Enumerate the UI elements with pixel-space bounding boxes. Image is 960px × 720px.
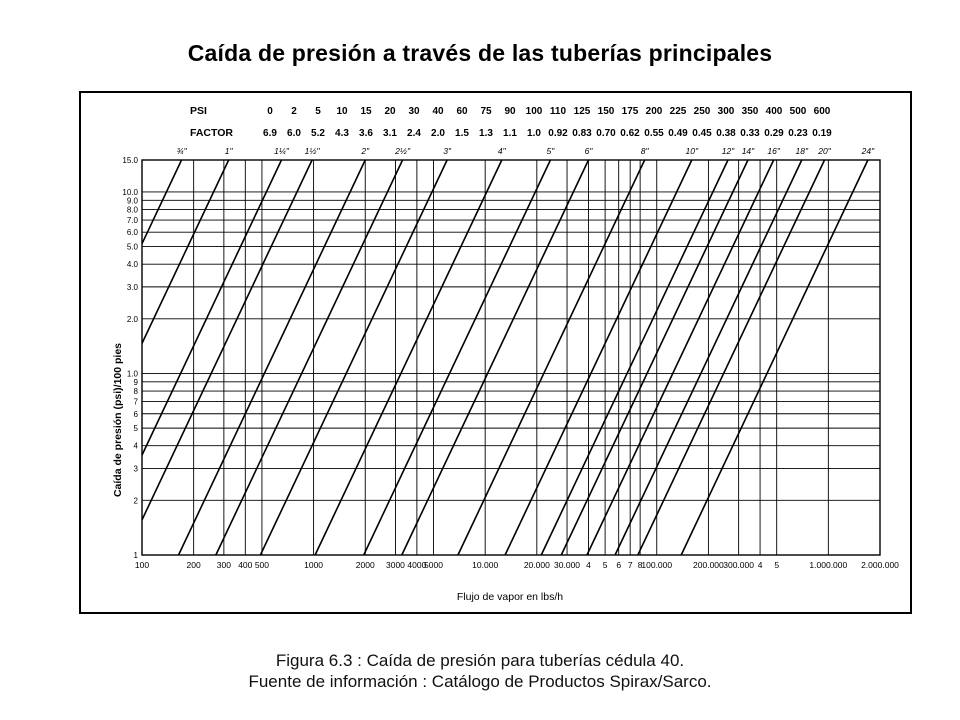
x-tick-label: 7 xyxy=(627,560,633,570)
y-axis-title: Caída de presión (psi)/100 pies xyxy=(112,342,124,498)
y-tick-label: 8.0 xyxy=(126,205,138,215)
psi-value: 90 xyxy=(504,106,516,117)
psi-value: 20 xyxy=(384,106,396,117)
pipe-size-label: 2" xyxy=(361,146,370,156)
x-tick-label: 300 xyxy=(216,560,231,570)
pipe-size-label: 20" xyxy=(818,146,831,156)
psi-value: 225 xyxy=(669,106,687,117)
y-tick-label: 6 xyxy=(133,409,138,419)
factor-header-label: FACTOR xyxy=(190,127,233,139)
x-tick-label: 1000 xyxy=(304,560,324,570)
y-tick-label: 6.0 xyxy=(126,228,138,238)
psi-header-label: PSI xyxy=(190,105,207,117)
factor-value: 0.62 xyxy=(620,128,640,139)
factor-value: 3.1 xyxy=(383,128,397,139)
x-tick-label: 10.000 xyxy=(472,560,499,570)
x-tick-label: 8 xyxy=(637,560,643,570)
x-tick-label: 200.000 xyxy=(693,560,724,570)
x-tick-label: 2000 xyxy=(355,560,375,570)
y-tick-label: 8 xyxy=(133,387,138,397)
psi-value: 200 xyxy=(645,106,663,117)
psi-value: 125 xyxy=(573,106,591,117)
pipe-size-label: 4" xyxy=(497,146,506,156)
psi-value: 2 xyxy=(291,106,297,117)
y-tick-label: 5.0 xyxy=(126,242,138,252)
factor-value: 1.1 xyxy=(503,128,517,139)
psi-value: 40 xyxy=(432,106,444,117)
factor-value: 0.45 xyxy=(692,128,712,139)
factor-value: 0.92 xyxy=(548,128,568,139)
x-tick-label: 4000 xyxy=(407,560,427,570)
factor-value: 0.33 xyxy=(740,128,760,139)
psi-value: 30 xyxy=(408,106,420,117)
y-tick-label: 7.0 xyxy=(126,216,138,226)
caption-line-1: Figura 6.3 : Caída de presión para tuberías cédula 40. xyxy=(275,651,685,670)
x-axis-title: Flujo de vapor en lbs/h xyxy=(456,591,564,603)
y-tick-label: 4 xyxy=(133,441,138,451)
figure-caption xyxy=(150,650,810,692)
y-tick-label: 3.0 xyxy=(126,282,138,292)
psi-value: 5 xyxy=(315,106,321,117)
x-tick-label: 3000 xyxy=(385,560,405,570)
psi-value: 75 xyxy=(480,106,492,117)
x-tick-label: 5000 xyxy=(424,560,443,570)
psi-value: 250 xyxy=(693,106,711,117)
x-tick-label: 4 xyxy=(586,560,591,570)
pipe-size-label: 18" xyxy=(795,146,809,156)
x-tick-label: 100 xyxy=(134,560,150,570)
psi-value: 10 xyxy=(336,106,348,117)
factor-value: 0.55 xyxy=(644,128,664,139)
x-tick-label: 500 xyxy=(254,560,270,570)
pipe-size-label: 24" xyxy=(861,146,875,156)
factor-value: 0.38 xyxy=(716,128,736,139)
y-tick-label: 3 xyxy=(133,464,138,474)
factor-value: 0.19 xyxy=(812,128,832,139)
y-tick-label: 2 xyxy=(133,496,138,506)
y-tick-label: 1 xyxy=(133,551,138,560)
slide-title: Caída de presión a través de las tuberías principales xyxy=(187,40,773,66)
psi-value: 400 xyxy=(765,106,783,117)
factor-value: 6.0 xyxy=(287,128,301,139)
y-tick-label: 9.0 xyxy=(126,196,138,206)
y-tick-label: 7 xyxy=(133,397,138,407)
psi-value: 60 xyxy=(456,106,468,117)
x-tick-label: 20.000 xyxy=(523,560,550,570)
chart-frame xyxy=(80,92,911,613)
y-tick-label: 5 xyxy=(133,424,138,434)
factor-value: 0.29 xyxy=(764,128,784,139)
caption-line-2: Fuente de información : Catálogo de Productos Spirax/Sarco. xyxy=(248,672,712,691)
factor-value: 4.3 xyxy=(335,128,349,139)
x-tick-label: 1.000.000 xyxy=(809,560,848,570)
x-tick-label: 5 xyxy=(602,560,608,570)
factor-value: 5.2 xyxy=(311,128,325,139)
factor-value: 0.23 xyxy=(788,128,808,139)
pipe-size-label: 2½" xyxy=(395,146,410,156)
x-tick-label: 2.000.000 xyxy=(861,560,899,570)
pipe-size-label: 5" xyxy=(546,146,555,156)
pipe-size-label: 1¼" xyxy=(274,146,289,156)
psi-value: 150 xyxy=(597,106,615,117)
factor-value: 1.5 xyxy=(455,128,469,139)
factor-value: 0.49 xyxy=(668,128,688,139)
x-tick-label: 100.000 xyxy=(641,560,673,570)
factor-value: 1.0 xyxy=(527,128,541,139)
pipe-size-label: 14" xyxy=(741,146,755,156)
factor-value: 1.3 xyxy=(479,128,493,139)
pipe-size-label: 8" xyxy=(640,146,649,156)
y-tick-label: 9 xyxy=(133,377,138,387)
psi-value: 100 xyxy=(525,106,543,117)
psi-value: 350 xyxy=(741,106,759,117)
factor-value: 6.9 xyxy=(263,128,277,139)
factor-value: 0.83 xyxy=(572,128,592,139)
y-tick-label: 4.0 xyxy=(126,260,138,270)
x-tick-label: 200 xyxy=(186,560,201,570)
x-tick-label: 5 xyxy=(774,560,780,570)
x-tick-label: 300.000 xyxy=(723,560,754,570)
psi-value: 0 xyxy=(267,106,273,117)
psi-value: 600 xyxy=(813,106,831,117)
factor-value: 2.0 xyxy=(431,128,445,139)
x-tick-label: 400 xyxy=(238,560,253,570)
y-tick-label: 1.0 xyxy=(126,369,138,379)
pipe-size-label: 16" xyxy=(767,146,780,156)
pipe-size-label: ¾" xyxy=(176,146,187,156)
y-tick-label: 10.0 xyxy=(122,187,138,197)
pipe-size-label: 10" xyxy=(685,146,699,156)
x-tick-label: 30.000 xyxy=(554,560,581,570)
psi-value: 300 xyxy=(717,106,735,117)
factor-value: 2.4 xyxy=(407,128,421,139)
psi-value: 175 xyxy=(621,106,639,117)
psi-value: 110 xyxy=(549,106,567,117)
pipe-size-label: 6" xyxy=(584,146,593,156)
factor-value: 0.70 xyxy=(596,128,616,139)
factor-value: 3.6 xyxy=(359,128,373,139)
pipe-size-label: 1" xyxy=(224,146,233,156)
psi-value: 15 xyxy=(360,106,372,117)
pipe-size-label: 1½" xyxy=(304,146,320,156)
y-tick-label: 2.0 xyxy=(126,314,138,324)
x-tick-label: 4 xyxy=(757,560,763,570)
y-tick-label: 15.0 xyxy=(122,156,138,165)
pipe-size-label: 3" xyxy=(443,146,451,156)
psi-value: 500 xyxy=(789,106,807,117)
x-tick-label: 6 xyxy=(616,560,622,570)
pipe-size-label: 12" xyxy=(721,146,735,156)
